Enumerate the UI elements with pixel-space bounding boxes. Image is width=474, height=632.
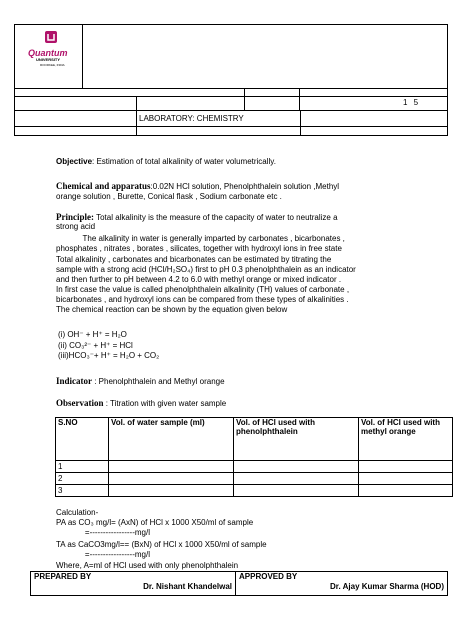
observation-line [56, 398, 226, 409]
indicator-text: : Phenolphthalein and Methyl orange [92, 377, 225, 386]
principle-line: bicarbonates , and hydroxyl ions can be compared from these types of alkalinities . [56, 295, 349, 304]
logo-place: ROORKEE, INDIA [40, 63, 65, 67]
principle-text-0: Total alkalinity is the measure of the capacity of water to neutralize a [94, 213, 338, 222]
observation-table [55, 417, 453, 497]
chemicals-line-1 [56, 181, 339, 192]
table-cell: 1 [56, 461, 109, 473]
objective-text: : Estimation of total alkalinity of water volumetrically. [92, 157, 276, 166]
calculation-line: PA as CO₃ mg/l= (AxN) of HCl x 1000 X50/ml of sample [56, 518, 254, 527]
calculation-line: Where, A=ml of HCl used with only phenolphthalein [56, 561, 239, 570]
principle-line: strong acid [56, 222, 96, 231]
table-header-cell: S.NO [56, 418, 109, 461]
chemicals-line-2: orange solution , Burette, Conical flask , Sodium carbonate etc . [56, 192, 282, 201]
table-cell [359, 461, 453, 473]
calculation-line: =-----------------mg/l [56, 528, 150, 537]
lab-label: LABORATORY: CHEMISTRY [139, 114, 244, 123]
approved-label: APPROVED BY [239, 572, 298, 581]
table-cell: 3 [56, 485, 109, 497]
header-divider [14, 96, 448, 97]
footer-row [31, 572, 448, 596]
logo-subtext: UNIVERSITY [36, 57, 61, 62]
table-cell [109, 485, 234, 497]
objective-line [56, 157, 276, 167]
approved-name: Dr. Ajay Kumar Sharma (HOD) [330, 582, 444, 591]
table-cell [359, 473, 453, 485]
principle-label: Principle: [56, 212, 94, 222]
principle-line: In first case the value is called phenolphthalein alkalinity (TH) values of carbonate , [56, 285, 350, 294]
header-divider [300, 110, 301, 136]
table-cell [109, 461, 234, 473]
table-row [56, 461, 453, 473]
equation-line: (i) OH⁻ + H⁺ = H₂O [58, 330, 127, 339]
indicator-line [56, 376, 225, 387]
header-divider [82, 24, 83, 88]
page-number: 1 5 [403, 98, 421, 107]
observation-text: : Titration with given water sample [103, 399, 227, 408]
header-divider [244, 88, 245, 110]
header-divider [14, 110, 448, 111]
equation-line: (ii) CO₃²⁻ + H⁺ = HCl [58, 341, 133, 350]
calculation-line: TA as CaCO3mg/l== (BxN) of HCl x 1000 X50/ml of sample [56, 540, 267, 549]
chemicals-label: Chemical and apparatus [56, 181, 151, 191]
table-cell [109, 473, 234, 485]
header-divider [14, 126, 448, 127]
principle-line: phosphates , nitrates , borates , silicates, together with hydroxyl ions in free state [56, 244, 342, 253]
principle-line: sample with a strong acid (HCl/H₂SO₄) first to pH 0.3 phenolphthalein as an indicator [56, 265, 356, 274]
header-divider [14, 88, 448, 89]
objective-label: Objective [56, 157, 93, 166]
table-cell: 2 [56, 473, 109, 485]
indicator-label: Indicator [56, 376, 92, 386]
equation-line: (iii)HCO₃⁻+ H⁺ = H₂O + CO₂ [58, 351, 160, 360]
table-cell [359, 485, 453, 497]
chemicals-text-1: :0.02N HCl solution, Phenolphthalein solution ,Methyl [150, 182, 340, 191]
prepared-label: PREPARED BY [34, 572, 92, 581]
table-row [56, 485, 453, 497]
table-cell [234, 461, 359, 473]
approved-cell [236, 572, 448, 596]
table-header-cell: Vol. of HCl used with phenolphthalein [234, 418, 359, 461]
table-header-cell: Vol. of water sample (ml) [109, 418, 234, 461]
header-divider [299, 88, 300, 110]
table-row [56, 473, 453, 485]
footer-signatures [30, 571, 448, 596]
calculation-title: Calculation- [56, 508, 99, 517]
table-cell [234, 485, 359, 497]
table-cell [234, 473, 359, 485]
principle-line-0 [56, 212, 338, 223]
prepared-name: Dr. Nishant Khandelwal [143, 582, 232, 591]
table-header-cell: Vol. of HCl used with methyl orange [359, 418, 453, 461]
principle-line: and then further to pH between 4.2 to 6.0 with methyl orange or mixed indicator . [56, 275, 342, 284]
header-divider [136, 96, 137, 136]
observation-label: Observation [56, 398, 104, 408]
principle-line: The alkalinity in water is generally imparted by carbonates , bicarbonates , [56, 234, 345, 243]
university-logo [22, 30, 80, 72]
principle-line: The chemical reaction can be shown by the equation given below [56, 305, 288, 314]
calculation-line: =-----------------mg/l [56, 550, 150, 559]
prepared-cell [31, 572, 236, 596]
logo-text: Quantum [28, 48, 68, 58]
principle-line: Total alkalinity , carbonates and bicarbonates can be estimated by titrating the [56, 255, 332, 264]
table-header-row [56, 418, 453, 461]
